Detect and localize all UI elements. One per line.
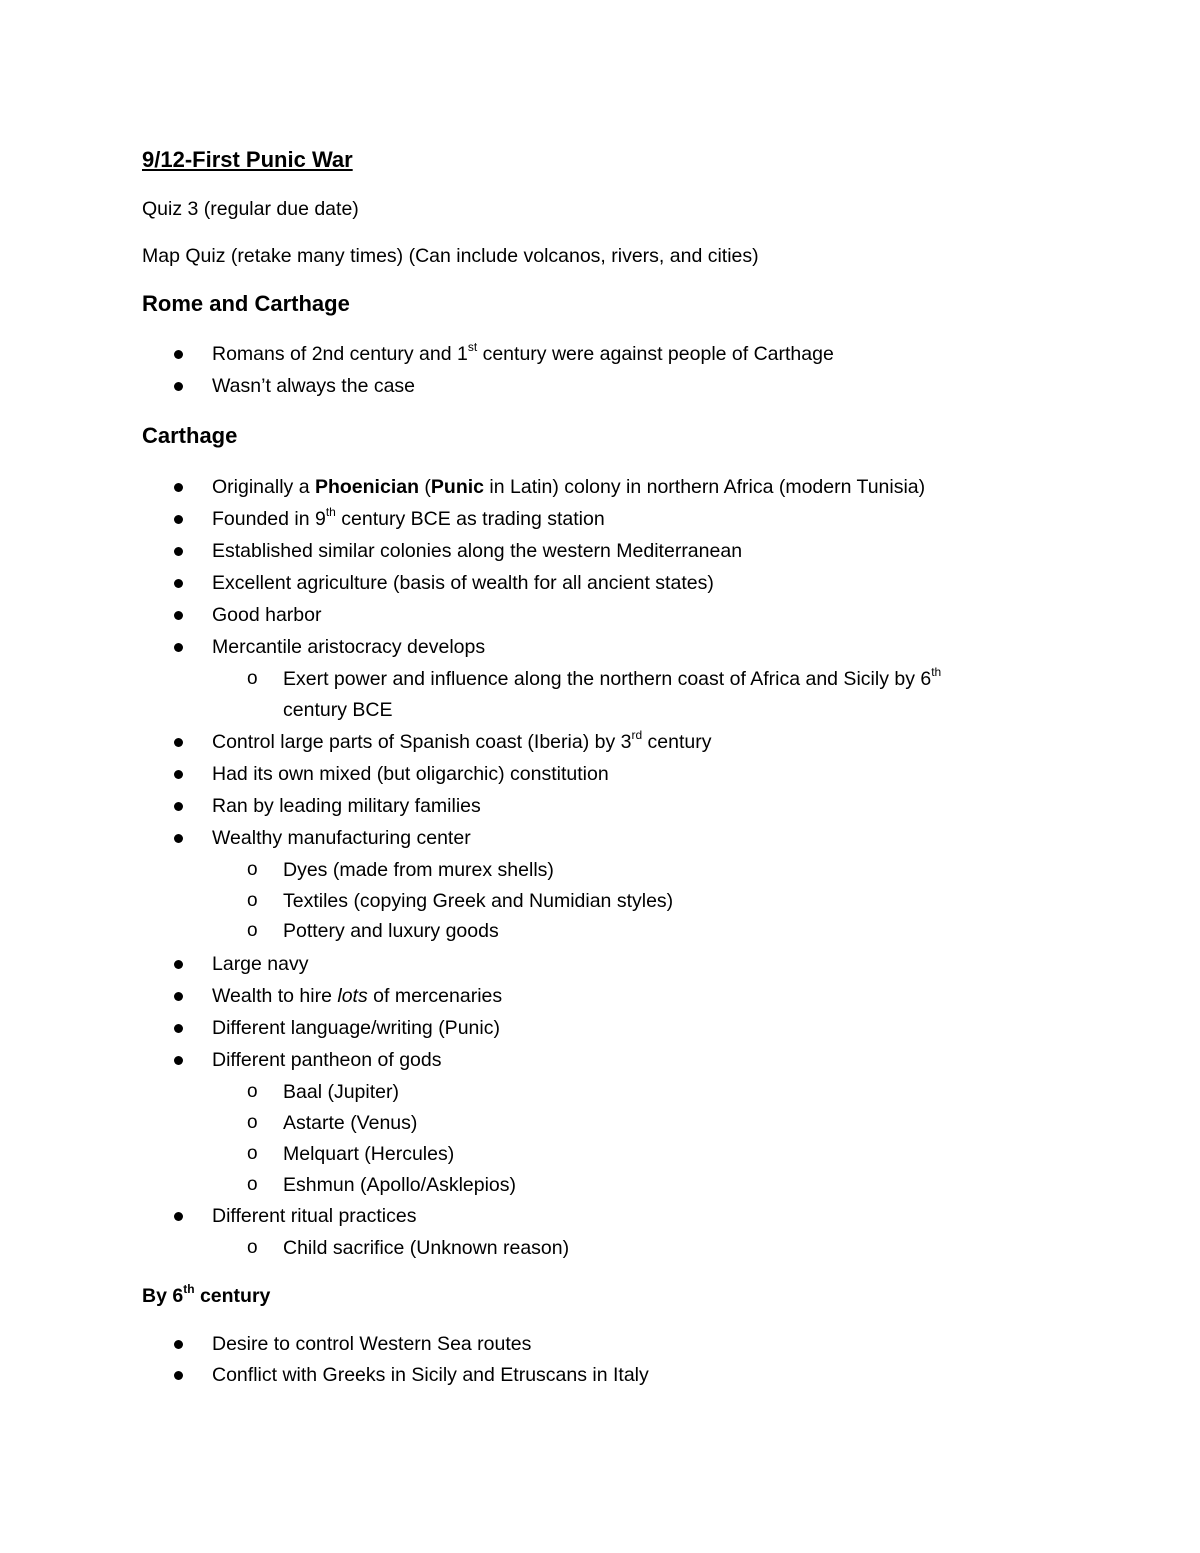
list-item: Had its own mixed (but oligarchic) constitution: [212, 760, 609, 788]
list-item: Mercantile aristocracy develops: [212, 633, 485, 661]
circle-bullet-icon: o: [247, 890, 258, 911]
bullet-icon: [174, 1056, 183, 1065]
bullet-icon: [174, 611, 183, 620]
list-item: Control large parts of Spanish coast (Iberia) by 3rd century: [212, 728, 712, 756]
sub-list-item: o Pottery and luxury goods: [283, 917, 499, 945]
list-item: Excellent agriculture (basis of wealth for all ancient states): [212, 569, 714, 597]
sub-list-item: o Textiles (copying Greek and Numidian styles): [283, 887, 673, 915]
bullet-icon: [174, 802, 183, 811]
bullet-icon: [174, 515, 183, 524]
list-item: Ran by leading military families: [212, 792, 481, 820]
bullet-icon: [174, 738, 183, 747]
list-item: Different pantheon of gods: [212, 1046, 441, 1074]
sub-list-item: o Dyes (made from murex shells): [283, 856, 554, 884]
sub-list-item: o Child sacrifice (Unknown reason): [283, 1234, 569, 1262]
list-item: Romans of 2nd century and 1st century were against people of Carthage: [212, 340, 834, 368]
bullet-icon: [174, 1340, 183, 1349]
bullet-icon: [174, 483, 183, 492]
bullet-icon: [174, 579, 183, 588]
sub-list-item: o Exert power and influence along the northern coast of Africa and Sicily by 6th: [283, 665, 941, 693]
note-map-quiz: Map Quiz (retake many times) (Can include volcanos, rivers, and cities): [142, 245, 759, 267]
circle-bullet-icon: o: [247, 1112, 258, 1133]
list-item: Desire to control Western Sea routes: [212, 1330, 531, 1358]
sub-list-item: o Astarte (Venus): [283, 1109, 417, 1137]
circle-bullet-icon: o: [247, 859, 258, 880]
heading-carthage: Carthage: [142, 423, 238, 448]
bullet-icon: [174, 834, 183, 843]
list-item: Different ritual practices: [212, 1202, 416, 1230]
list-item: Conflict with Greeks in Sicily and Etruscans in Italy: [212, 1361, 649, 1389]
list-item: Wasn’t always the case: [212, 372, 415, 400]
page-title: 9/12-First Punic War: [142, 147, 353, 172]
circle-bullet-icon: o: [247, 668, 258, 689]
bullet-icon: [174, 1371, 183, 1380]
list-item: Good harbor: [212, 601, 322, 629]
sub-list-item: o Baal (Jupiter): [283, 1078, 399, 1106]
bullet-icon: [174, 992, 183, 1001]
bullet-icon: [174, 1024, 183, 1033]
bullet-icon: [174, 643, 183, 652]
heading-rome-carthage: Rome and Carthage: [142, 291, 350, 316]
bullet-icon: [174, 382, 183, 391]
circle-bullet-icon: o: [247, 920, 258, 941]
list-item: Large navy: [212, 950, 308, 978]
list-item: Wealthy manufacturing center: [212, 824, 471, 852]
list-item: Founded in 9th century BCE as trading station: [212, 505, 605, 533]
bullet-icon: [174, 350, 183, 359]
heading-by-6th-century: By 6th century: [142, 1281, 271, 1307]
list-item: Established similar colonies along the western Mediterranean: [212, 537, 742, 565]
list-item: Different language/writing (Punic): [212, 1014, 500, 1042]
bullet-icon: [174, 960, 183, 969]
bullet-icon: [174, 770, 183, 779]
list-item: Wealth to hire lots of mercenaries: [212, 982, 502, 1010]
circle-bullet-icon: o: [247, 1174, 258, 1195]
sub-list-item: o Melquart (Hercules): [283, 1140, 454, 1168]
bullet-icon: [174, 1212, 183, 1221]
bullet-icon: [174, 547, 183, 556]
circle-bullet-icon: o: [247, 1143, 258, 1164]
sub-list-item-continuation: century BCE: [283, 699, 393, 721]
sub-list-item: o Eshmun (Apollo/Asklepios): [283, 1171, 516, 1199]
circle-bullet-icon: o: [247, 1237, 258, 1258]
circle-bullet-icon: o: [247, 1081, 258, 1102]
list-item: Originally a Phoenician (Punic in Latin) colony in northern Africa (modern Tunisia): [212, 473, 925, 501]
note-quiz3: Quiz 3 (regular due date): [142, 198, 359, 220]
